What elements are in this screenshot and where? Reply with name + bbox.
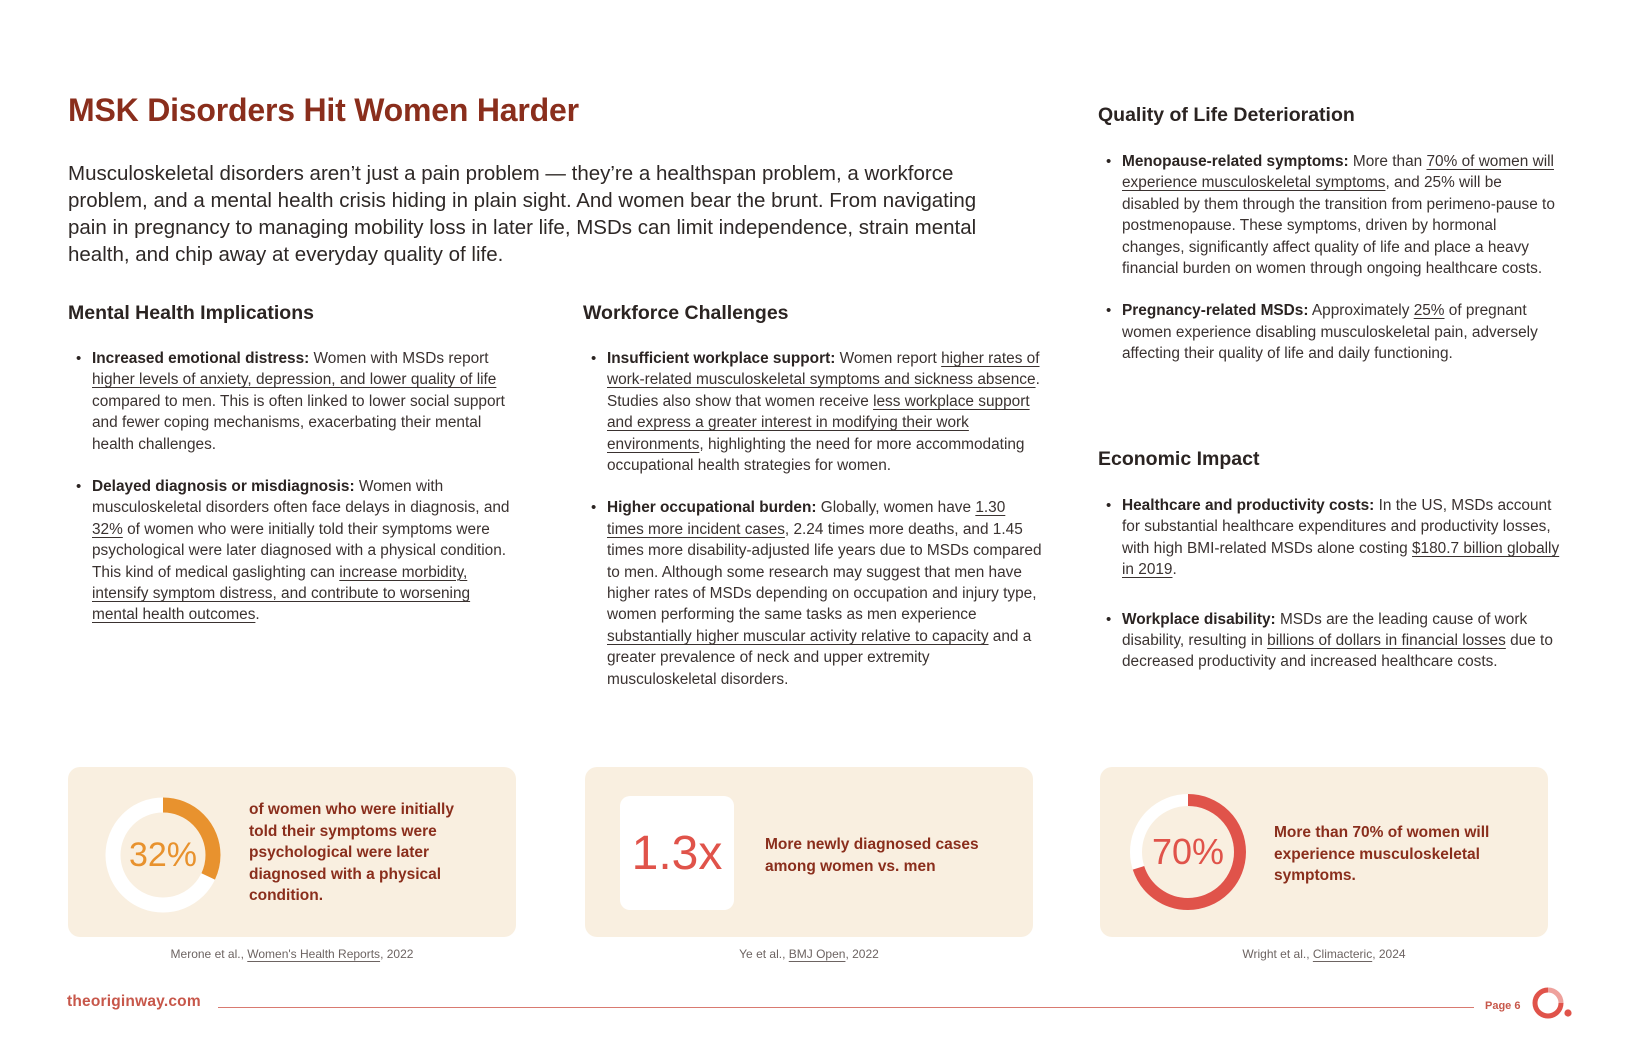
list-item: • Pregnancy-related MSDs: Approximately 25% of pregnant women experience disabling musculoskeletal pain, adversely affecting their quality of life and daily functioning. (1098, 300, 1560, 364)
stat-value: 70% (1151, 831, 1225, 872)
source-citation: Ye et al., BMJ Open, 2022 (739, 947, 879, 961)
citation-link[interactable]: substantially higher muscular activity relative to capacity (607, 627, 989, 645)
citation-link[interactable]: $180.7 billion globally in 2019 (1122, 539, 1560, 579)
source-citation: Wright et al., Climacteric, 2024 (1242, 947, 1406, 961)
source-citation: Merone et al., Women's Health Reports, 2022 (170, 947, 414, 961)
stat-card-70-percent (1100, 767, 1548, 937)
citation-link[interactable]: 1.30 times more incident cases (607, 499, 1006, 538)
source-link[interactable]: Climacteric (1312, 947, 1373, 961)
stat-description: of women who were initially told their symptoms were psychological were later diagnosed with a physical condition. (249, 801, 454, 904)
quality-of-life-section (1098, 151, 1560, 386)
citation-link[interactable]: higher rates of work-related musculoskeletal symptoms and sickness absence (607, 350, 1040, 389)
citation-link[interactable]: increase morbidity, intensify symptom distress, and contribute to worsening mental health outcomes (92, 563, 471, 624)
stat-card-32-percent (68, 767, 516, 937)
citation-link[interactable]: billions of dollars in financial losses (1267, 632, 1506, 650)
mental-health-section (68, 348, 520, 647)
stat-value: 1.3x (620, 796, 734, 910)
stat-description: More newly diagnosed cases among women vs. men (765, 836, 979, 875)
economic-impact-heading: Economic Impact (1098, 448, 1260, 470)
citation-link[interactable]: 32% (92, 520, 123, 538)
page-title: MSK Disorders Hit Women Harder (68, 92, 579, 128)
workforce-heading: Workforce Challenges (583, 302, 789, 324)
mental-health-heading: Mental Health Implications (68, 302, 314, 324)
intro-paragraph: Musculoskeletal disorders aren’t just a pain problem — they’re a healthspan problem, a workforce problem, and a mental health crisis hiding in plain sight. And women bear the brunt. From navigating pain in pregnancy to managing mobility loss in later life, MSDs can limit independence, strain mental health, and chip away at everyday quality of life. (68, 162, 977, 266)
stat-card-1-3x (585, 767, 1033, 937)
list-item: • Menopause-related symptoms: More than 70% of women will experience musculoskeletal symptoms, and 25% will be disabled by them through the transition from perimeno-pause to postmenopause. These symptoms, driven by hormonal changes, significantly affect quality of life and place a heavy financial burden on women through ongoing healthcare costs. (1098, 151, 1560, 279)
stat-description: More than 70% of women will experience musculoskeletal symptoms. (1274, 824, 1490, 884)
workforce-section (583, 348, 1043, 711)
citation-link[interactable]: 25% (1413, 302, 1445, 320)
list-item: • Increased emotional distress: Women with MSDs report higher levels of anxiety, depression, and lower quality of life compared to men. This is often linked to lower social support and fewer coping mechanisms, exacerbating their mental health challenges. (68, 348, 520, 455)
quality-of-life-heading: Quality of Life Deterioration (1098, 104, 1355, 126)
origin-logo-icon (1532, 987, 1574, 1019)
footer-website-link[interactable]: theoriginway.com (67, 993, 201, 1010)
citation-link[interactable]: higher levels of anxiety, depression, and lower quality of life (92, 371, 497, 389)
citation-link[interactable]: less workplace support and express a greater interest in modifying their work environments (607, 392, 1030, 453)
stat-value: 32% (128, 835, 198, 874)
footer-divider (218, 1007, 1474, 1008)
list-item: • Healthcare and productivity costs: In the US, MSDs account for substantial healthcare expenditures and productivity losses, with high BMI-related MSDs alone costing $180.7 billion globally in 2019. (1098, 495, 1560, 581)
source-link[interactable]: BMJ Open (788, 947, 846, 961)
page-number: Page 6 (1485, 1000, 1521, 1012)
list-item: • Delayed diagnosis or misdiagnosis: Women with musculoskeletal disorders often face delays in diagnosis, and 32% of women who were initially told their symptoms were psychological were later diagnosed with a physical condition. This kind of medical gaslighting can increase morbidity, intensify symptom distress, and contribute to worsening mental health outcomes. (68, 476, 520, 626)
list-item: • Workplace disability: MSDs are the leading cause of work disability, resulting in billions of dollars in financial losses due to decreased productivity and increased healthcare costs. (1098, 609, 1560, 673)
source-link[interactable]: Women's Health Reports (247, 947, 381, 961)
citation-link[interactable]: 70% of women will experience musculoskeletal symptoms (1122, 153, 1554, 192)
list-item: • Higher occupational burden: Globally, women have 1.30 times more incident cases, 2.24 times more deaths, and 1.45 times more disability-adjusted life years due to MSDs compared to men. Although some research may suggest that men have higher rates of MSDs depending on occupation and injury type, women performing the same tasks as men experience substantially higher muscular activity relative to capacity and a greater prevalence of neck and upper extremity musculoskeletal disorders. (583, 497, 1043, 690)
list-item: • Insufficient workplace support: Women report higher rates of work-related musculoskeletal symptoms and sickness absence. Studies also show that women receive less workplace support and express a greater interest in modifying their work environments, highlighting the need for more accommodating occupational health strategies for women. (583, 348, 1043, 476)
economic-impact-section (1098, 495, 1560, 694)
